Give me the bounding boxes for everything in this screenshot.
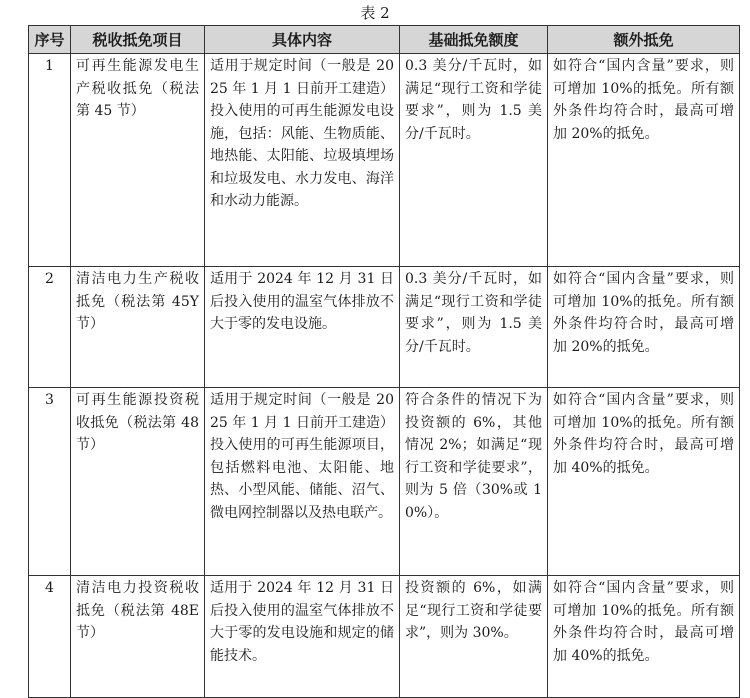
row-number: 2 bbox=[29, 267, 71, 388]
details-cell: 适用于 2024 年 12 月 31 日后投入使用的温室气体排放不大于零的发电设施和规定的储能技术。 bbox=[205, 576, 400, 698]
extra-credit-cell: 如符合“国内含量”要求，则可增加 10%的抵免。所有额外条件均符合时，最高可增加 40%的抵免。 bbox=[548, 576, 740, 698]
details-cell: 适用于规定时间（一般是 2025 年 1 月 1 日前开工建造）投入使用的可再生能源项目，包括燃料电池、太阳能、地热、小型风能、储能、沼气、微电网控制器以及热电联产。 bbox=[205, 388, 400, 576]
tax-credit-table bbox=[28, 25, 740, 698]
extra-credit-cell: 如符合“国内含量”要求，则可增加 10%的抵免。所有额外条件均符合时，最高可增加 40%的抵免。 bbox=[548, 388, 740, 576]
row-number: 1 bbox=[29, 54, 71, 267]
base-credit-cell: 符合条件的情况下为投资额的 6%，其他情况 2%；如满足“现行工资和学徒要求”，则为 5 倍（30%或 10%）。 bbox=[400, 388, 548, 576]
credit-item-cell: 清洁电力投资税收抵免（税法第 48E 节） bbox=[71, 576, 205, 698]
header-details: 具体内容 bbox=[205, 26, 400, 54]
details-cell: 适用于 2024 年 12 月 31 日后投入使用的温室气体排放不大于零的发电设施。 bbox=[205, 267, 400, 388]
base-credit-cell: 0.3 美分/千瓦时，如满足“现行工资和学徒要求”，则为 1.5 美分/千瓦时。 bbox=[400, 267, 548, 388]
base-credit-cell: 投资额的 6%，如满足“现行工资和学徒要求”，则为 30%。 bbox=[400, 576, 548, 698]
table-header-row bbox=[29, 26, 740, 54]
extra-credit-cell: 如符合“国内含量”要求，则可增加 10%的抵免。所有额外条件均符合时，最高可增加 20%的抵免。 bbox=[548, 54, 740, 267]
row-number: 3 bbox=[29, 388, 71, 576]
table-caption: 表 2 bbox=[360, 4, 390, 22]
header-credit-item: 税收抵免项目 bbox=[71, 26, 205, 54]
extra-credit-cell: 如符合“国内含量”要求，则可增加 10%的抵免。所有额外条件均符合时，最高可增加 20%的抵免。 bbox=[548, 267, 740, 388]
details-cell: 适用于规定时间（一般是 2025 年 1 月 1 日前开工建造）投入使用的可再生能源发电设施，包括：风能、生物质能、地热能、太阳能、垃圾填埋场和垃圾发电、水力发电、海洋和水动力能源。 bbox=[205, 54, 400, 267]
table-row bbox=[29, 267, 740, 388]
credit-item-cell: 可再生能源发电生产税收抵免（税法第 45 节） bbox=[71, 54, 205, 267]
table-row bbox=[29, 54, 740, 267]
header-extra-credit: 额外抵免 bbox=[548, 26, 740, 54]
row-number: 4 bbox=[29, 576, 71, 698]
base-credit-cell: 0.3 美分/千瓦时，如满足“现行工资和学徒要求”，则为 1.5 美分/千瓦时。 bbox=[400, 54, 548, 267]
header-base-credit: 基础抵免额度 bbox=[400, 26, 548, 54]
header-number: 序号 bbox=[29, 26, 71, 54]
credit-item-cell: 可再生能源投资税收抵免（税法第 48 节） bbox=[71, 388, 205, 576]
table-row bbox=[29, 388, 740, 576]
table-row bbox=[29, 576, 740, 698]
credit-item-cell: 清洁电力生产税收抵免（税法第 45Y 节） bbox=[71, 267, 205, 388]
